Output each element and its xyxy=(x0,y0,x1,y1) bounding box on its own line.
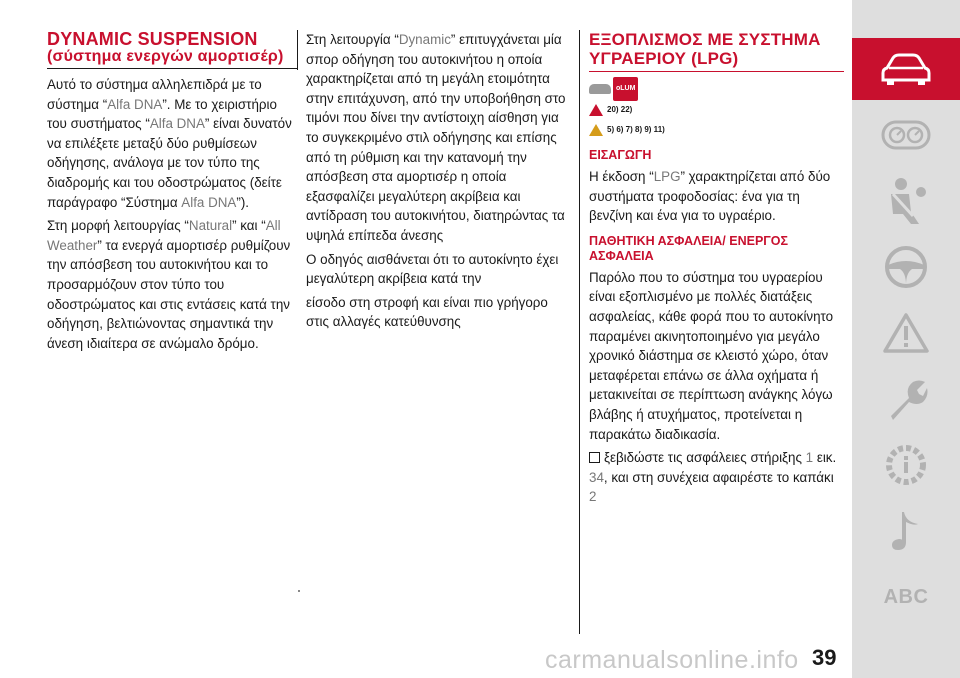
sidebar-item-instruments[interactable] xyxy=(852,104,960,166)
warning-red-row xyxy=(589,100,844,120)
paragraph-2: Στη μορφή λειτουργίας “Natural” και “All Weather” τα ενεργά αμορτισέρ ρυθμίζουν την απόσβεση του αυτοκινήτου και το προσαρμόζουν στον τύπο του οδοστρώματος και στις εντάσεις κατά την οδήγηση, βελτιώνοντας σημαντικά την άνεση ιδιαίτερα σε ανώμαλο δρόμο. xyxy=(47,218,291,351)
heading-intro: ΕΙΣΑΓΩΓΗ xyxy=(589,148,652,162)
dashboard-gauge-icon xyxy=(881,120,931,150)
page-number: 39 xyxy=(812,645,837,670)
sidebar-item-multimedia[interactable] xyxy=(852,500,960,562)
car-icon xyxy=(589,84,611,94)
sidebar-item-driving[interactable] xyxy=(852,236,960,298)
chapter-sidebar xyxy=(852,0,960,678)
seatbelt-person-icon xyxy=(883,176,929,226)
warning-red-icon xyxy=(589,104,603,116)
section-title-dynamic-suspension xyxy=(47,30,297,65)
sidebar-item-technical-data[interactable] xyxy=(852,434,960,496)
paragraph-safety: Παρόλο που το σύστημα του υγραερίου είναι εξοπλισμένο με πολλές διατάξεις ασφαλείας, κάθε φορά που το αυτοκίνητο παραμένει ακινητοποιημένο για μεγάλο χρονικό διάστημα σε κλειστό χώρο, όταν μεταφέρεται επάνω σε άλλα οχήματα ή μετακινείται σε περίπτωση ανάγκης λόγω βλάβης ή ατυχήματος, προτείνεται η παρακάτω διαδικασία. xyxy=(589,269,834,442)
equipment-badge-row xyxy=(589,78,844,100)
paragraph-intro: Η έκδοση “LPG” χαρακτηρίζεται από δύο συστήματα τροφοδοσίας: ένα για τη βενζίνη και ένα για το υγραέριο. xyxy=(589,169,831,224)
watermark: carmanualsonline.info xyxy=(545,646,799,674)
info-gear-icon xyxy=(883,442,929,488)
car-icon xyxy=(879,52,933,86)
paragraph-3: Στη λειτουργία “Dynamic” επιτυγχάνεται μία σπορ οδήγηση του αυτοκινήτου η οποία χαρακτηρίζεται από τη μεγάλη ετοιμότητα στην επιτάχυνση, από την υποβοήθηση στο τιμόνι που δίνει την αντίστοιχη αίσθηση για το συγκεκριμένο στιλ οδήγησης και επίσης από τη ρύθμιση και την κατανομή την απόσβεση στα αμορτισέρ η οποία εξασφαλίζει μεγαλύτερη ακρίβεια και αντίδραση του αυτοκινήτου, διατηρώντας τα υψηλά επίπεδα άνεσης xyxy=(306,32,566,243)
column-divider-right xyxy=(579,30,580,634)
warning-yellow-icon xyxy=(589,124,603,136)
divider-dot xyxy=(298,590,300,592)
title-rule xyxy=(47,68,297,69)
paragraph-4: Ο οδηγός αισθάνεται ότι το αυτοκίνητο έχει μεγαλύτερη ακρίβεια κατά την xyxy=(306,251,559,287)
wrench-icon xyxy=(883,376,929,422)
lum-badge: oLUM xyxy=(613,77,638,101)
warning-red-refs: 20) 22) xyxy=(607,105,633,115)
music-note-icon xyxy=(886,508,926,554)
warning-yellow-refs: 5) 6) 7) 8) 9) 11) xyxy=(607,125,665,135)
title-text: DYNAMIC SUSPENSION xyxy=(47,29,258,49)
sidebar-item-safety[interactable] xyxy=(852,170,960,232)
paragraph-5: είσοδο στη στροφή και είναι πιο γρήγορο στις αλλαγές κατεύθυνσης xyxy=(306,294,548,330)
paragraph-1: Αυτό το σύστημα αλληλεπιδρά με το σύστημα “Alfa DNA”. Με το χειριστήριο του συστήματος “Alfa DNA” είναι δυνατόν να επιλέξετε μεταξύ δύο ρυθμίσεων οδήγησης, ανάλογα με τον τύπο της διαδρομής και του οδοστρώματος (δείτε παράγραφο “Σύστημα Alfa DNA”). xyxy=(47,77,292,210)
steering-wheel-icon xyxy=(884,245,928,289)
title-rule-lpg xyxy=(589,71,844,72)
middle-column xyxy=(306,30,572,336)
index-label: ABC xyxy=(883,585,929,608)
right-column xyxy=(589,30,844,511)
sidebar-item-maintenance[interactable] xyxy=(852,368,960,430)
left-column xyxy=(47,30,297,357)
subtitle-text: (σύστημα ενεργών αμορτισέρ) xyxy=(47,48,284,65)
step-checkbox-icon xyxy=(589,452,600,463)
procedure-step: ξεβιδώστε τις ασφάλειες στήριξης 1 εικ. 34, και στη συνέχεια αφαιρέστε το καπάκι 2 xyxy=(589,450,837,505)
sidebar-item-index[interactable] xyxy=(852,566,960,628)
sidebar-item-emergency[interactable] xyxy=(852,302,960,364)
column-divider-left xyxy=(297,30,298,70)
sidebar-item-vehicle[interactable] xyxy=(852,38,960,100)
warning-yellow-row xyxy=(589,120,844,140)
heading-safety: ΠΑΘΗΤΙΚΗ ΑΣΦΑΛΕΙΑ/ ΕΝΕΡΓΟΣ ΑΣΦΑΛΕΙΑ xyxy=(589,233,789,263)
warning-triangle-icon xyxy=(883,312,929,354)
section-title-lpg: ΕΞΟΠΛΙΣΜΟΣ ΜΕ ΣΥΣΤΗΜΑ ΥΓΡΑΕΡΙΟΥ (LPG) xyxy=(589,30,821,68)
